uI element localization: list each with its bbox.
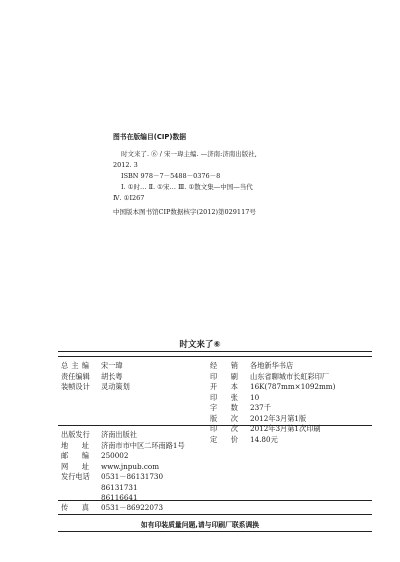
spec-value: 16K(787mm×1092mm) — [250, 382, 336, 391]
spec-value: 山东省聊城市长虹彩印厂 — [250, 371, 330, 381]
phone-extra: 86116641 — [101, 493, 138, 502]
cip-block — [113, 132, 373, 218]
divider — [58, 514, 372, 515]
spec-label: 版次 — [210, 413, 238, 423]
publisher-row — [61, 462, 211, 473]
spec-value: 237千 — [250, 403, 271, 412]
divider — [58, 356, 372, 357]
spec-label: 印次 — [210, 424, 238, 433]
credit-row — [61, 361, 211, 372]
publisher-value: 0531－86131730 — [101, 472, 164, 481]
spec-row — [210, 424, 372, 435]
publisher-value: www.jnpub.com — [101, 461, 160, 471]
cip-line: Ⅰ. ①时… Ⅱ. ①宋… Ⅲ. ①散文集—中国—当代 — [121, 183, 253, 191]
spec-row — [210, 361, 372, 372]
publisher-row — [61, 430, 211, 441]
credit-value: 灵动策划 — [101, 382, 130, 391]
publisher-row — [61, 472, 211, 483]
publisher-value: 济南出版社 — [101, 430, 137, 439]
spec-row — [210, 372, 372, 383]
spec-row — [210, 435, 372, 446]
fax-label: 传真 — [61, 503, 89, 512]
spec-label: 印刷 — [210, 371, 238, 381]
fax-row — [61, 503, 211, 514]
specs-block — [210, 361, 372, 445]
credit-row — [61, 372, 211, 383]
spec-label: 字数 — [210, 403, 238, 412]
cip-title: 图书在版编目(CIP)数据 — [113, 133, 187, 141]
credit-label: 装帧设计 — [61, 382, 90, 391]
credit-value: 宋一瑋 — [101, 361, 123, 370]
spec-label: 经销 — [210, 361, 238, 370]
spec-label: 定价 — [210, 434, 238, 444]
publisher-label: 邮编 — [61, 451, 89, 460]
publisher-value: 250002 — [101, 451, 129, 460]
spec-row — [210, 403, 372, 414]
spec-value: 10 — [250, 392, 260, 402]
publisher-row — [61, 441, 211, 452]
spec-row — [210, 393, 372, 404]
cip-line: 中国版本图书馆CIP数据核字(2012)第029117号 — [113, 208, 256, 216]
publisher-value: 济南市市中区二环南路1号 — [101, 440, 185, 450]
publisher-label: 地址 — [61, 440, 89, 450]
credit-value: 胡长粤 — [101, 371, 123, 381]
spec-value: 14.80元 — [250, 434, 278, 444]
spec-row — [210, 414, 372, 425]
credit-label: 责任编辑 — [61, 371, 90, 381]
footer-notice: 如有印装质量问题,请与印刷厂联系调换 — [140, 521, 260, 529]
divider — [58, 351, 372, 352]
fax-block — [61, 503, 211, 514]
credit-label: 总主编 — [61, 361, 89, 370]
credit-row — [61, 382, 211, 393]
divider — [58, 531, 372, 532]
spec-value: 2012年3月第1版 — [250, 413, 307, 423]
spec-label: 开本 — [210, 382, 238, 391]
fax-value: 0531－86922073 — [101, 503, 164, 512]
book-title: 时文来了⑥ — [179, 340, 221, 350]
spec-label: 印张 — [210, 392, 238, 402]
publisher-label: 网址 — [61, 461, 89, 471]
phone-extra: 86131731 — [101, 482, 138, 492]
spec-row — [210, 382, 372, 393]
cip-line: Ⅳ. ①I267 — [113, 194, 145, 202]
cip-line: 时文来了. ⑥ / 宋一瑋主编. —济南:济南出版社, — [121, 150, 257, 158]
publisher-label: 发行电话 — [61, 472, 90, 481]
credits-block — [61, 361, 211, 393]
cip-line: ISBN 978－7－5488－0376－8 — [121, 172, 221, 180]
publisher-block — [61, 430, 211, 504]
cip-line: 2012. 3 — [113, 161, 138, 169]
spec-value: 2012年3月第1次印刷 — [250, 424, 321, 433]
publisher-label: 出版发行 — [61, 430, 90, 439]
spec-value: 各地新华书店 — [250, 361, 294, 370]
publisher-row — [61, 451, 211, 462]
